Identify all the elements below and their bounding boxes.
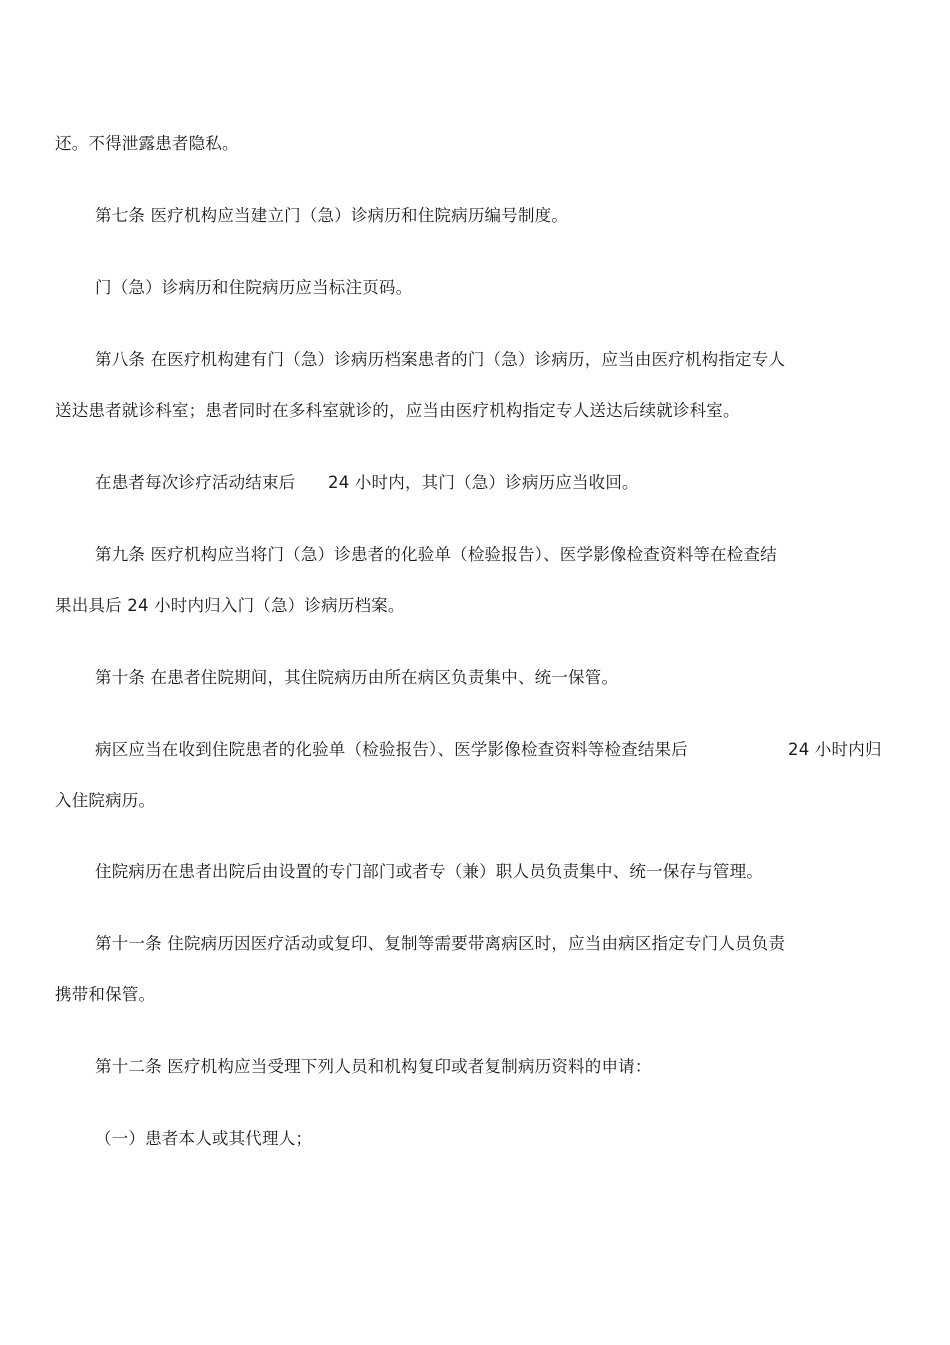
- article-8-line-3a: 在患者每次诊疗活动结束后: [95, 473, 296, 492]
- article-7-line-2: 门（急）诊病历和住院病历应当标注页码。: [95, 278, 413, 297]
- article-10-line-4: 住院病历在患者出院后由设置的专门部门或者专（兼）职人员负责集中、统一保存与管理。: [95, 862, 763, 881]
- article-9-line-1: 第九条 医疗机构应当将门（急）诊患者的化验单（检验报告）、医学影像检查资料等在检查结: [95, 545, 777, 564]
- article-8-line-2: 送达患者就诊科室；患者同时在多科室就诊的，应当由医疗机构指定专人送达后续就诊科室。: [55, 401, 740, 420]
- line-privacy: 还。不得泄露患者隐私。: [55, 134, 239, 153]
- article-10-line-3: 入住院病历。: [55, 791, 156, 810]
- article-12-line-1: 第十二条 医疗机构应当受理下列人员和机构复印或者复制病历资料的申请：: [95, 1057, 652, 1076]
- article-10-line-1: 第十条 在患者住院期间，其住院病历由所在病区负责集中、统一保管。: [95, 668, 619, 687]
- article-11-line-1: 第十一条 住院病历因医疗活动或复印、复制等需要带离病区时，应当由病区指定专门人员负责: [95, 934, 786, 953]
- article-7-line-1: 第七条 医疗机构应当建立门（急）诊病历和住院病历编号制度。: [95, 206, 569, 225]
- article-9-line-2: 果出具后 24 小时内归入门（急）诊病历档案。: [55, 596, 405, 615]
- article-8-line-1: 第八条 在医疗机构建有门（急）诊病历档案患者的门（急）诊病历，应当由医疗机构指定专人: [95, 350, 786, 369]
- article-12-item-1: （一）患者本人或其代理人；: [95, 1129, 313, 1148]
- article-10-line-2a: 病区应当在收到住院患者的化验单（检验报告）、医学影像检查资料等检查结果后: [95, 740, 688, 759]
- article-11-line-2: 携带和保管。: [55, 985, 156, 1004]
- article-8-line-3b: 24 小时内，其门（急）诊病历应当收回。: [328, 473, 639, 492]
- article-10-line-2b: 24 小时内归: [788, 740, 882, 759]
